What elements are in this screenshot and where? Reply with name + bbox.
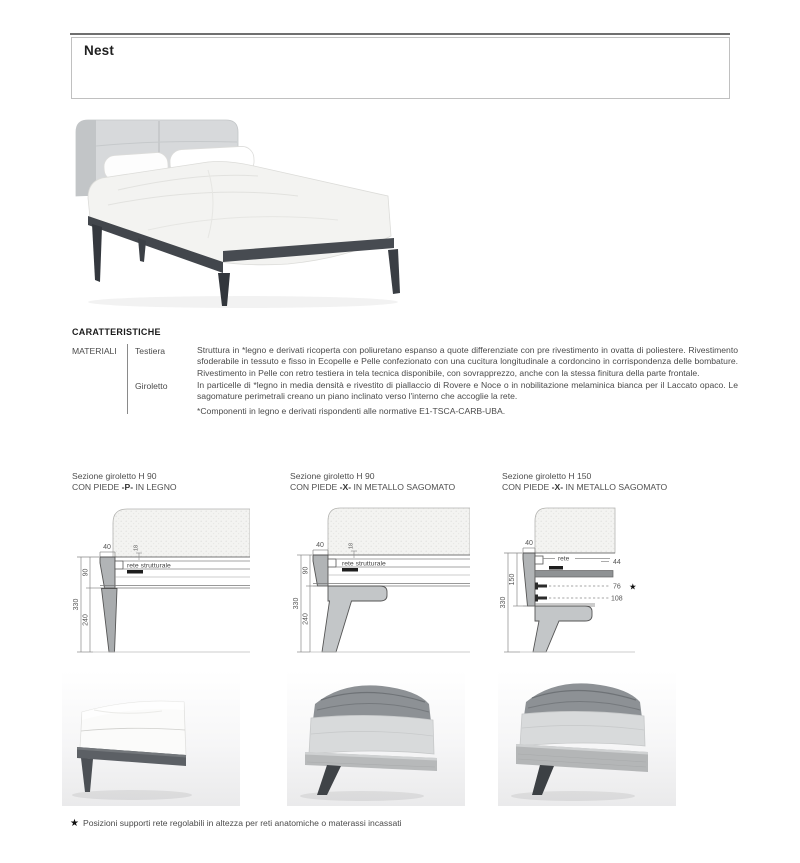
star-icon: ★ [70, 818, 79, 829]
dim-pos3-label: 108 [611, 595, 623, 603]
dim-total-label: 330 [73, 598, 80, 611]
photo-corner-metal-leg-h90 [287, 670, 465, 806]
slat-base [313, 559, 470, 586]
section-drawing-h150-metal-leg [495, 500, 695, 668]
dim-net-label: 18 [133, 544, 140, 551]
footnote-text: Posizioni supporti rete regolabili in altezza per reti anatomiche o materassi incassati [82, 818, 402, 828]
side-rail [313, 555, 336, 586]
dim-width-label: 40 [103, 544, 111, 551]
net-label: rete strutturale [342, 560, 386, 568]
section-2-line1: Sezione giroletto H 90 [290, 471, 375, 481]
net-support [549, 566, 563, 570]
spec-row-text-testiera: Struttura in *legno e derivati ricoperta con poliuretano espanso a quote differenziate con pre rivestimento in ovatta di poliestere. Rivestimento sfoderabile in tessuto e fisso in Ecopelle e Pelle confezionato con una cucitura longitudinale a cordoncino in corrispondenza delle bombature. Rivestimento in Pelle con retro testiera in tela tecnica disponibile, con sovrapprezzo, anche con la stessa finitura della parte frontale. [197, 345, 738, 378]
photo-corner-wood-leg [62, 670, 240, 806]
spec-row-text-giroletto: In particelle di *legno in media densità e rivestito di piallaccio di Rovere e Noce o in nobilitazione melaminica bianca per il Laccato opaco. Le sagomature perimetrali creano un piano inclinato verso l'interno che accoglie la rete. [197, 380, 738, 402]
adjustable-position-108 [535, 595, 623, 603]
metal-leg [322, 586, 387, 652]
spec-row-label-giroletto: Giroletto [135, 381, 168, 391]
adjustable-positions-footnote [70, 818, 402, 829]
header-rule [70, 33, 730, 35]
dim-frame-label: 90 [302, 566, 310, 575]
dim-pos1 [601, 559, 621, 566]
dim-pos1-label: 44 [613, 559, 621, 566]
adjustable-position-76 [535, 582, 637, 592]
photo-corner-metal-leg-h150 [498, 670, 676, 806]
section-1-line1: Sezione giroletto H 90 [72, 471, 157, 481]
dim-width [313, 542, 328, 555]
section-3-line1: Sezione giroletto H 150 [502, 471, 592, 481]
dims-left [500, 553, 523, 652]
dim-width-label: 40 [316, 542, 324, 549]
materials-divider [127, 344, 128, 414]
wooden-leg [102, 589, 118, 653]
page-title: Nest [84, 43, 115, 58]
bed-shadow [88, 296, 398, 308]
dim-width [523, 540, 535, 553]
dim-total-label: 330 [500, 596, 507, 609]
dim-width-label: 40 [525, 540, 533, 547]
mattress [309, 715, 434, 754]
slat-base [535, 555, 613, 578]
bed-photo [58, 110, 423, 310]
net-support [127, 570, 143, 574]
mattress-section [535, 508, 615, 553]
section-title-3: Sezione giroletto H 150 CON PIEDE -X- IN METALLO SAGOMATO [502, 471, 668, 492]
section-title-1: Sezione giroletto H 90 CON PIEDE -P- IN LEGNO [72, 471, 177, 492]
dim-pos2-label: 76 [613, 583, 621, 591]
section-title-2: Sezione giroletto H 90 CON PIEDE -X- IN METALLO SAGOMATO [290, 471, 456, 492]
dims-left [293, 555, 313, 652]
frame-shelf [535, 571, 613, 578]
mattress [80, 701, 186, 756]
net-label: rete [558, 555, 570, 563]
title-box [71, 37, 730, 99]
dims-left [73, 557, 100, 652]
metal-leg [533, 606, 592, 652]
section-drawing-h90-metal-leg [285, 500, 470, 668]
dim-leg-label: 240 [82, 614, 90, 626]
components-note: *Componenti in legno e derivati rispondenti alle normative E1-TSCA-CARB-UBA. [197, 406, 506, 416]
dim-total-label: 330 [293, 597, 300, 610]
net-label: rete strutturale [127, 562, 171, 570]
mattress [520, 711, 645, 746]
spec-row-label-testiera: Testiera [135, 346, 166, 356]
section-drawing-h90-wood-leg [65, 500, 250, 668]
net-support [342, 568, 358, 572]
dim-net-label: 18 [348, 542, 355, 549]
side-rail [100, 557, 123, 588]
star-icon: ★ [629, 581, 637, 592]
materials-group-label: MATERIALI [72, 346, 117, 356]
dim-frame-label: 150 [509, 573, 516, 586]
characteristics-heading: CARATTERISTICHE [72, 327, 161, 337]
dim-frame-label: 90 [82, 568, 90, 577]
dim-leg-label: 240 [302, 613, 310, 625]
